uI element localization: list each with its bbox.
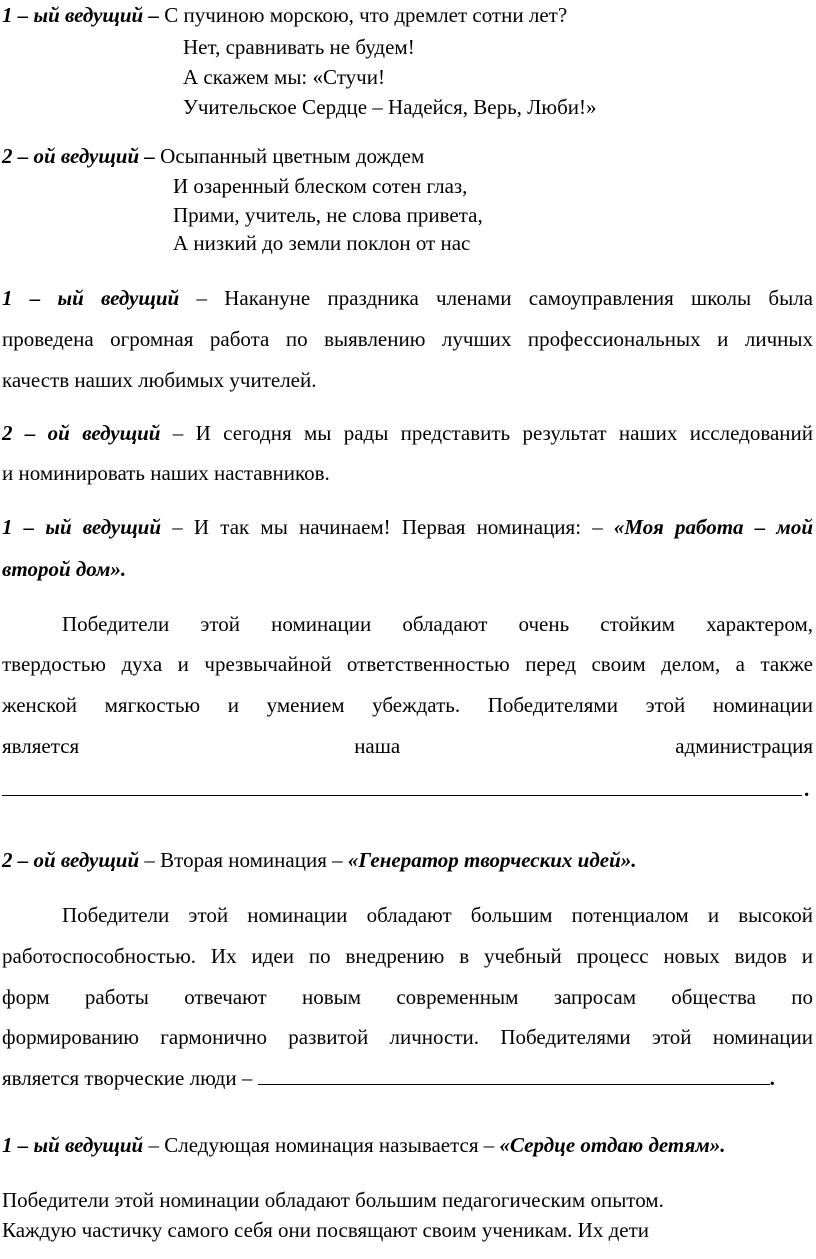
stanza-1-line-4: Учительское Сердце – Надейся, Верь, Люби!» <box>183 95 597 119</box>
stanza-text: Осыпанный цветным дождем <box>160 144 425 168</box>
nomination-title: «Моя работа – мой <box>613 515 813 539</box>
paragraph-text: – И сегодня мы рады представить результат наших исследований <box>172 421 814 445</box>
stanza-2-line-1 <box>2 143 424 169</box>
winners-paragraph-3-line-2: Каждую частичку самого себя они посвящают своим ученикам. Их дети <box>2 1218 650 1242</box>
paragraph-6-line-1 <box>2 847 637 873</box>
paragraph-text: – Следующая номинация называется – <box>148 1133 495 1157</box>
paragraph-7-line-1 <box>2 1132 725 1158</box>
paragraph-4-line-1 <box>2 420 813 446</box>
speaker-label: 2 – ой ведущий – <box>2 144 155 168</box>
winners-paragraph-1-line-2: твердостью духа и чрезвычайной ответственностью перед своим делом, а также <box>2 652 813 676</box>
stanza-1-line-1 <box>2 2 567 28</box>
stanza-1-line-2: Нет, сравнивать не будем! <box>183 35 415 59</box>
winners-paragraph-2-line-3: форм работы отвечают новым современным запросам общества по <box>2 985 813 1009</box>
fill-in-blank-line <box>2 795 802 796</box>
stanza-2-line-3: Прими, учитель, не слова привета, <box>173 203 483 227</box>
winners-paragraph-1-line-3: женской мягкостью и умением убеждать. Победителями этой номинации <box>2 693 813 717</box>
winners-paragraph-1-line-1: Победители этой номинации обладают очень стойким характером, <box>62 612 813 636</box>
winners-paragraph-2-line-4: формированию гармонично развитой личности. Победителями этой номинации <box>2 1025 813 1049</box>
stanza-text: С пучиною морскою, что дремлет сотни лет? <box>164 3 568 27</box>
winners-paragraph-3-line-1: Победители этой номинации обладают большим педагогическим опытом. <box>2 1188 664 1212</box>
winners-paragraph-2-line-1: Победители этой номинации обладают большим потенциалом и высокой <box>62 903 813 927</box>
sentence-end-dot: . <box>769 1066 775 1090</box>
speaker-label: 1 – ый ведущий <box>2 1133 144 1157</box>
speaker-label: 1 – ый ведущий <box>2 286 180 310</box>
paragraph-text: – Накануне праздника членами самоуправления школы была <box>196 286 813 310</box>
paragraph-4-line-2: и номинировать наших наставников. <box>2 461 330 485</box>
paragraph-3-line-2: проведена огромная работа по выявлению лучших профессиональных и личных <box>2 327 813 351</box>
sentence-end-dot: . <box>804 777 810 801</box>
winners-paragraph-1-line-4 <box>2 733 813 759</box>
paragraph-text: – Вторая номинация – <box>144 848 343 872</box>
fill-in-blank-line <box>258 1066 770 1085</box>
speaker-label: 2 – ой ведущий <box>2 848 140 872</box>
nomination-title-continued: второй дом». <box>2 557 127 581</box>
paragraph-text: – И так мы начинаем! Первая номинация: – <box>172 515 603 539</box>
paragraph-text: является творческие люди – <box>2 1066 253 1090</box>
paragraph-5-line-1 <box>2 514 813 540</box>
paragraph-text: является наша администрация <box>2 734 813 758</box>
speaker-label: 1 – ый ведущий <box>2 515 162 539</box>
winners-paragraph-2-line-2: работоспособностью. Их идеи по внедрению в учебный процесс новых видов и <box>2 944 813 968</box>
paragraph-3-line-1 <box>2 285 813 311</box>
stanza-2-line-2: И озаренный блеском сотен глаз, <box>173 174 468 198</box>
speaker-label: 2 – ой ведущий <box>2 421 161 445</box>
speaker-label: 1 – ый ведущий – <box>2 3 159 27</box>
stanza-2-line-4: А низкий до земли поклон от нас <box>173 231 471 255</box>
paragraph-3-line-3: качеств наших любимых учителей. <box>2 368 317 392</box>
winners-paragraph-2-line-5 <box>2 1065 775 1091</box>
nomination-title: «Сердце отдаю детям». <box>499 1133 726 1157</box>
nomination-title: «Генератор творческих идей». <box>347 848 637 872</box>
stanza-1-line-3: А скажем мы: «Стучи! <box>183 65 385 89</box>
